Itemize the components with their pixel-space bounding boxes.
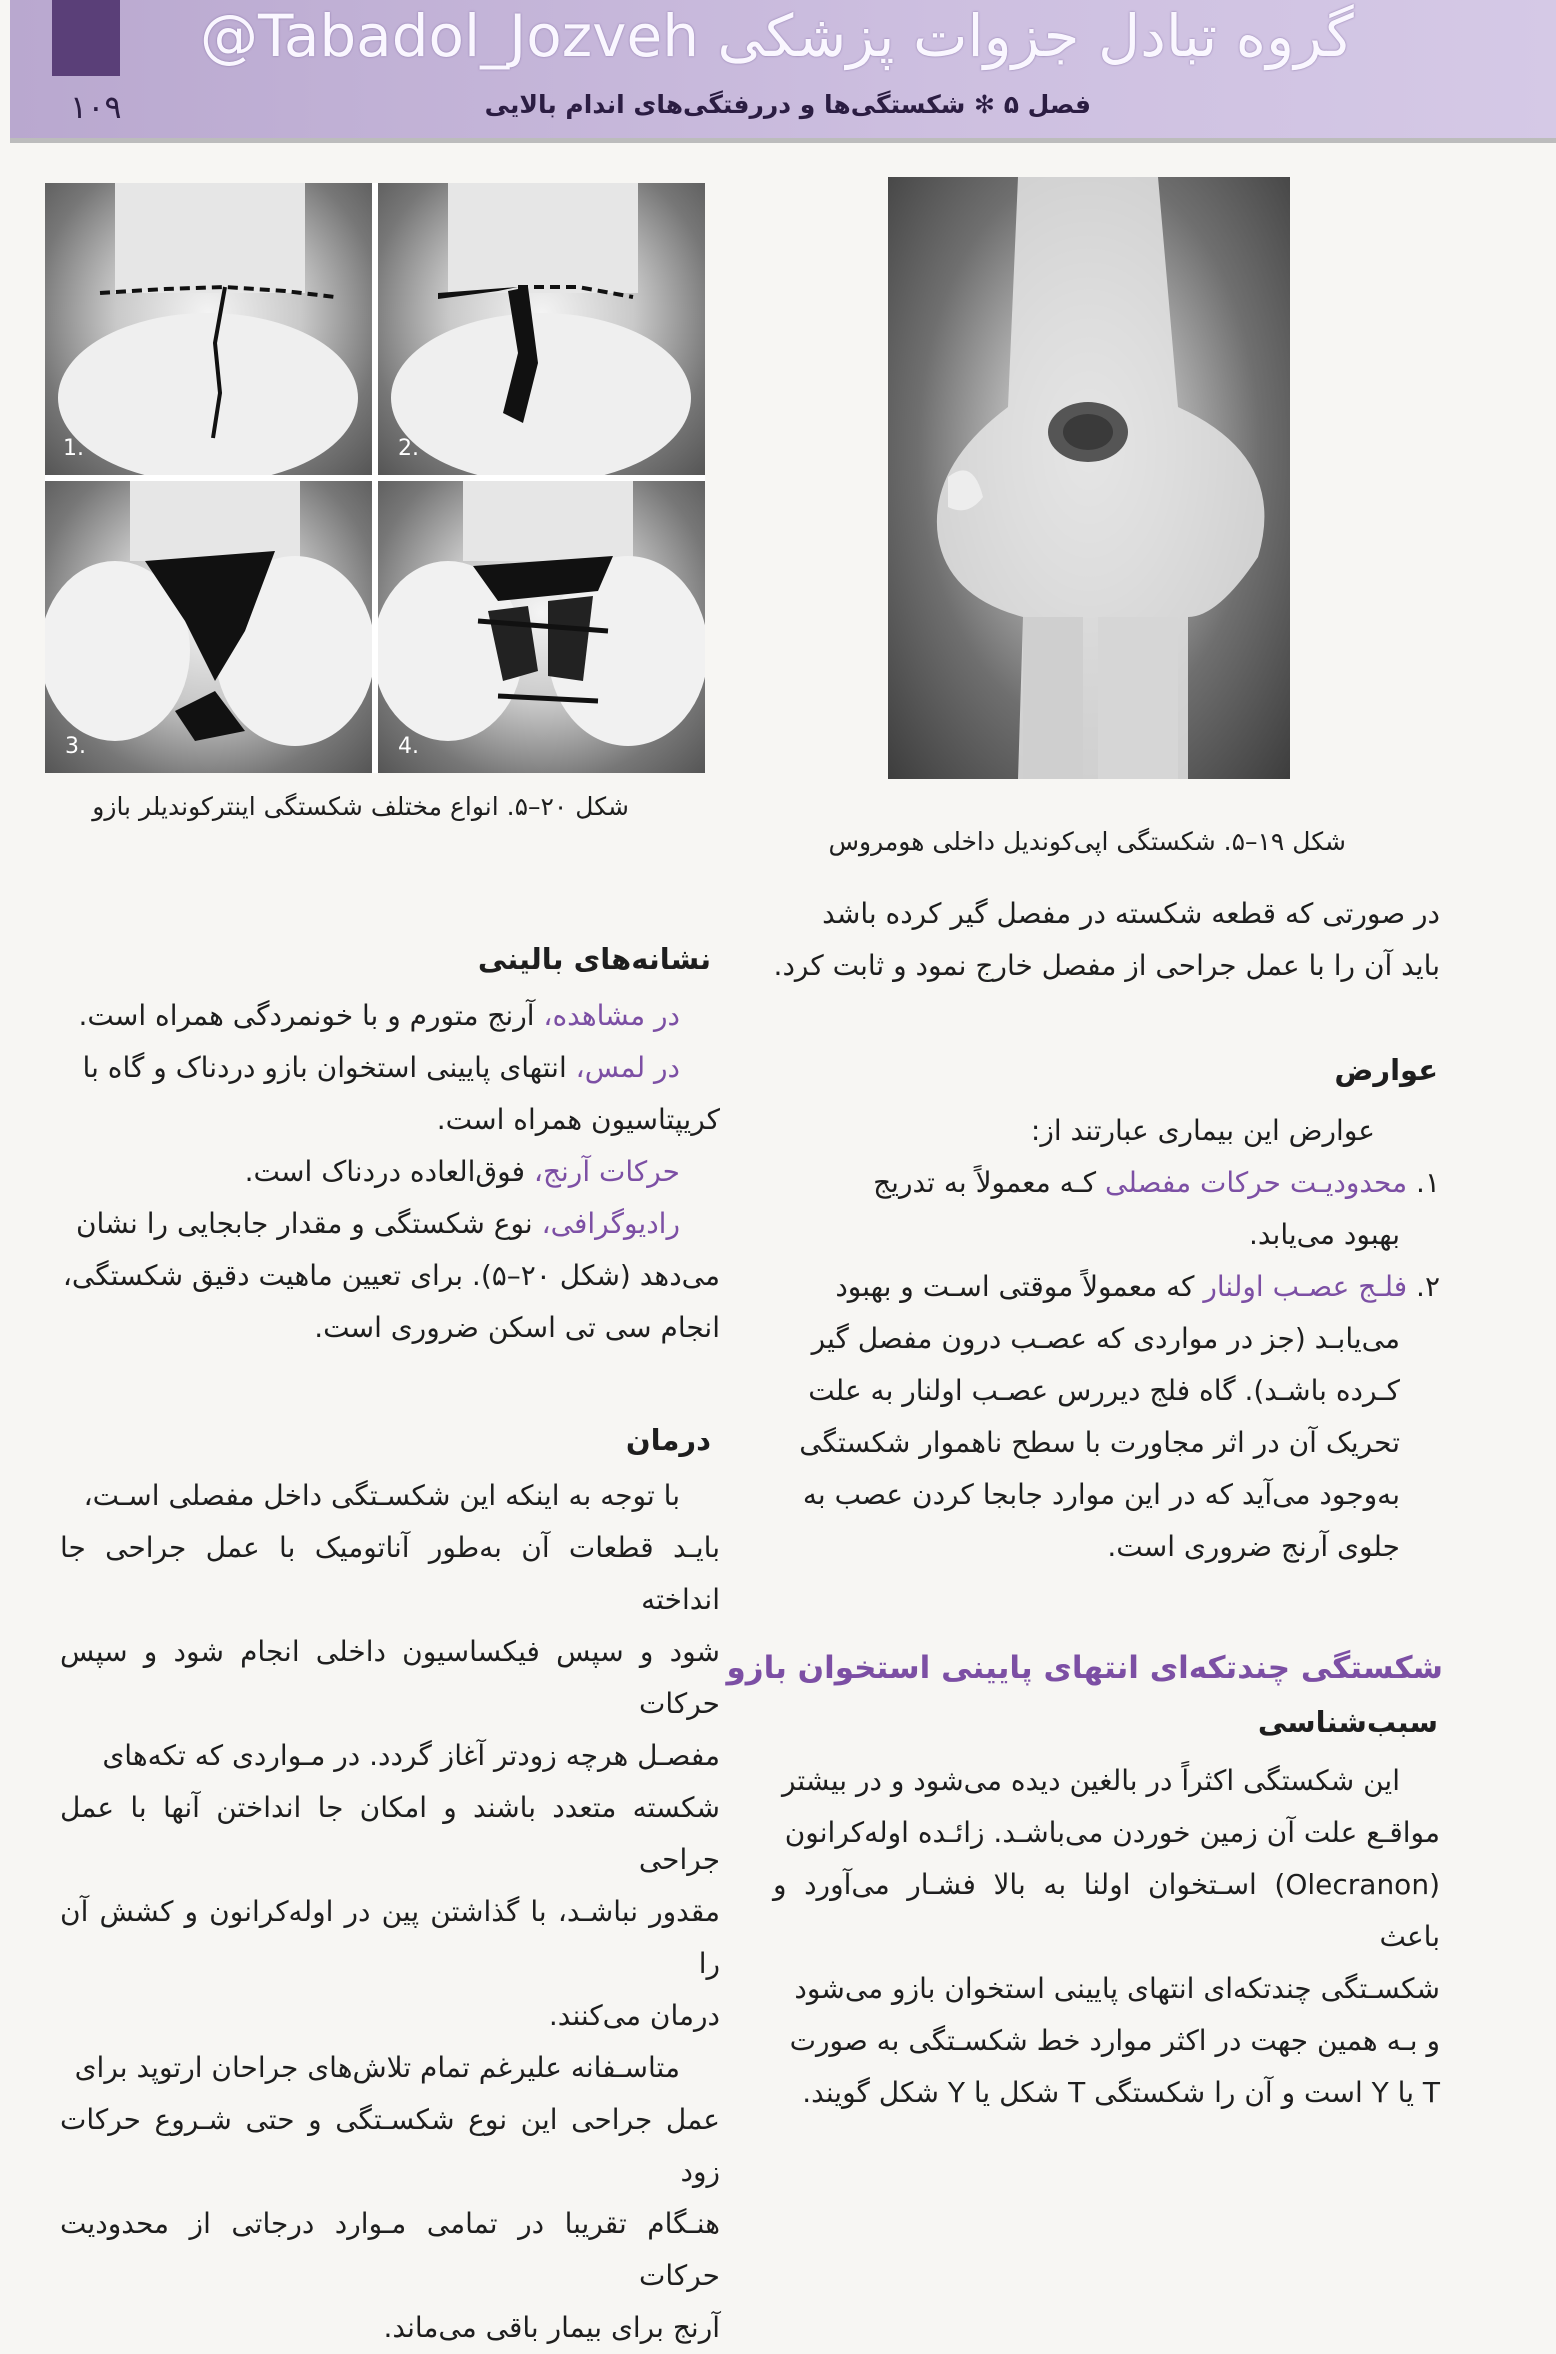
etiology-line: این شکستگی اکثراً در بالغین دیده می‌شود و در بیشتر: [781, 1764, 1400, 1797]
header-color-block: [52, 0, 120, 76]
fig19-caption: شکل ۱۹–۵. شکستگی اپی‌کوندیل داخلی هومروس: [828, 827, 1346, 856]
treatment-line: درمان می‌کنند.: [548, 1999, 720, 2032]
intro-line: باید آن را با عمل جراحی از مفصل خارج نمود و ثابت کرد.: [773, 949, 1440, 982]
treatment-line: شکسته متعدد باشند و امکان جا انداختن آنها با عمل جراحی: [60, 1791, 720, 1876]
fig20-panel-2: [378, 183, 705, 475]
fig20-caption: شکل ۲۰–۵. انواع مختلف شکستگی اینترکوندیلر بازو: [92, 792, 629, 821]
item2-rest: که معمولاً موقتی اسـت و بهبود: [835, 1270, 1195, 1303]
item1-highlight: محدودیـت حرکات مفصلی: [1105, 1166, 1408, 1199]
watermark-text: @Tabadol_Jozveh گروه تبادل جزوات پزشکی: [200, 2, 1354, 70]
item1-number: ۱.: [1416, 1166, 1440, 1199]
observation-line: [60, 990, 720, 1042]
fig19-xray-drawing: [888, 177, 1290, 779]
fig20-label-2: 2.: [398, 436, 419, 461]
chapter-title: فصل ۵ ✻ شکستگی‌ها و دررفتگی‌های اندام بالایی: [484, 90, 1091, 119]
clinical-signs-heading: نشانه‌های بالینی: [477, 942, 711, 976]
fig20-panel-4-drawing: [378, 481, 705, 773]
header-rule: [10, 138, 1556, 143]
intro-line: در صورتی که قطعه شکسته در مفصل گیر کرده باشد: [822, 897, 1440, 930]
radiography-line: می‌دهد (شکل ۲۰–۵). برای تعیین ماهیت دقیق شکستگی،: [62, 1259, 720, 1292]
final-line: آرنج برای بیمار باقی می‌ماند.: [383, 2311, 720, 2344]
item1-rest: کـه معمولاً به تدریج: [873, 1166, 1097, 1199]
palpation-text: انتهای پایینی استخوان بازو دردناک و گاه با: [82, 1051, 567, 1084]
fig20-panel-3-drawing: [45, 481, 372, 773]
complications-intro: عوارض این بیماری عبارتند از:: [1030, 1114, 1375, 1147]
treatment-heading: درمان: [625, 1423, 711, 1457]
final-line: عمل جراحی این نوع شکسـتگی و حتی شـروع حرکات زود: [60, 2103, 720, 2188]
treatment-line: مقدور نباشـد، با گذاشتن پین در اوله‌کرانون و کشش آن را: [60, 1895, 720, 1980]
item2-line: به‌وجود می‌آید که در این موارد جابجا کردن عصب به: [802, 1478, 1400, 1511]
motion-highlight: حرکات آرنج،: [533, 1155, 680, 1188]
radiography-highlight: رادیوگرافی،: [541, 1207, 680, 1240]
treatment-line: با توجه به اینکه این شکسـتگی داخل مفصلی اسـت،: [83, 1479, 680, 1512]
fig20-label-1: 1.: [63, 436, 84, 461]
complication-item-1: [773, 1157, 1440, 1209]
palpation-line2: کریپتاسیون همراه است.: [436, 1103, 720, 1136]
fig20-panel-1: [45, 183, 372, 475]
radiography-text: نوع شکستگی و مقدار جابجایی را نشان: [75, 1207, 533, 1240]
item2-line: جلوی آرنج ضروری است.: [1107, 1530, 1400, 1563]
etiology-line: (Olecranon) اسـتخوان اولنا به بالا فشـار می‌آورد و باعث: [773, 1868, 1440, 1953]
motion-text: فوق‌العاده دردناک است.: [244, 1155, 525, 1188]
etiology-block: [773, 1755, 1440, 2119]
item2-number: ۲.: [1416, 1270, 1440, 1303]
complication-item-2: [773, 1261, 1440, 1313]
item2-line: کـرده باشـد). گاه فلج دیررس عصـب اولنار به علت: [808, 1374, 1400, 1407]
fig20-label-4: 4.: [398, 734, 419, 759]
fig20-panel-2-drawing: [378, 183, 705, 475]
fig20-label-3: 3.: [65, 734, 86, 759]
fig20-panel-4: [378, 481, 705, 773]
palpation-highlight: در لمس،: [575, 1051, 680, 1084]
complications-block: [773, 1105, 1440, 1573]
item1-line2: بهبود می‌یابد.: [1248, 1218, 1400, 1251]
complications-heading: عوارض: [1334, 1053, 1438, 1087]
treatment-line: بایـد قطعات آن به‌طور آناتومیک با عمل جراحی جا انداخته: [60, 1531, 720, 1616]
radiography-line: [60, 1198, 720, 1250]
palpation-line: [60, 1042, 720, 1094]
etiology-heading: سبب‌شناسی: [1257, 1705, 1438, 1739]
fig20-panel-1-drawing: [45, 183, 372, 475]
motion-line: [60, 1146, 720, 1198]
section-title: شکستگی چندتکه‌ای انتهای پایینی استخوان بازو: [726, 1650, 1443, 1686]
etiology-line: و بـه همین جهت در اکثر موارد خط شکسـتگی به صورت: [789, 2024, 1440, 2057]
treatment-block: [60, 1470, 720, 2354]
treatment-line: مفصـل هرچه زودتر آغاز گردد. در مـواردی که تکه‌های: [102, 1739, 720, 1772]
observation-text: آرنج متورم و با خونمردگی همراه است.: [78, 999, 535, 1032]
final-line: متاسـفانه علیرغم تمام تلاش‌های جراحان ارتوپد برای: [74, 2051, 680, 2084]
item2-line: تحریک آن در اثر مجاورت با سطح ناهموار شکستگی: [799, 1426, 1400, 1459]
item2-highlight: فلـج عصـب اولنار: [1203, 1270, 1408, 1303]
etiology-line: شکسـتگی چندتکه‌ای انتهای پایینی استخوان بازو می‌شود: [794, 1972, 1440, 2005]
treatment-line: شود و سپس فیکساسیون داخلی انجام شود و سپس حرکات: [60, 1635, 720, 1720]
right-column-intro: [773, 888, 1440, 992]
etiology-line: مواقـع علت آن زمین خوردن می‌باشـد. زائـده اوله‌کرانون: [784, 1816, 1440, 1849]
radiography-line: انجام سی تی اسکن ضروری است.: [314, 1311, 720, 1344]
page-number: ۱۰۹: [70, 88, 122, 126]
final-line: هنـگام تقریبا در تمامی مـوارد درجاتی از محدودیت حرکات: [60, 2207, 720, 2292]
fig19-xray-image: [888, 177, 1290, 779]
etiology-line: T یا Y است و آن را شکستگی T شکل یا Y شکل گویند.: [802, 2076, 1440, 2109]
clinical-signs-block: [60, 990, 720, 1354]
observation-highlight: در مشاهده،: [543, 999, 680, 1032]
fig20-image: [45, 183, 705, 773]
fig20-panel-3: [45, 481, 372, 773]
item2-line: می‌یابـد (جز در مواردی که عصـب درون مفصل گیر: [811, 1322, 1400, 1355]
